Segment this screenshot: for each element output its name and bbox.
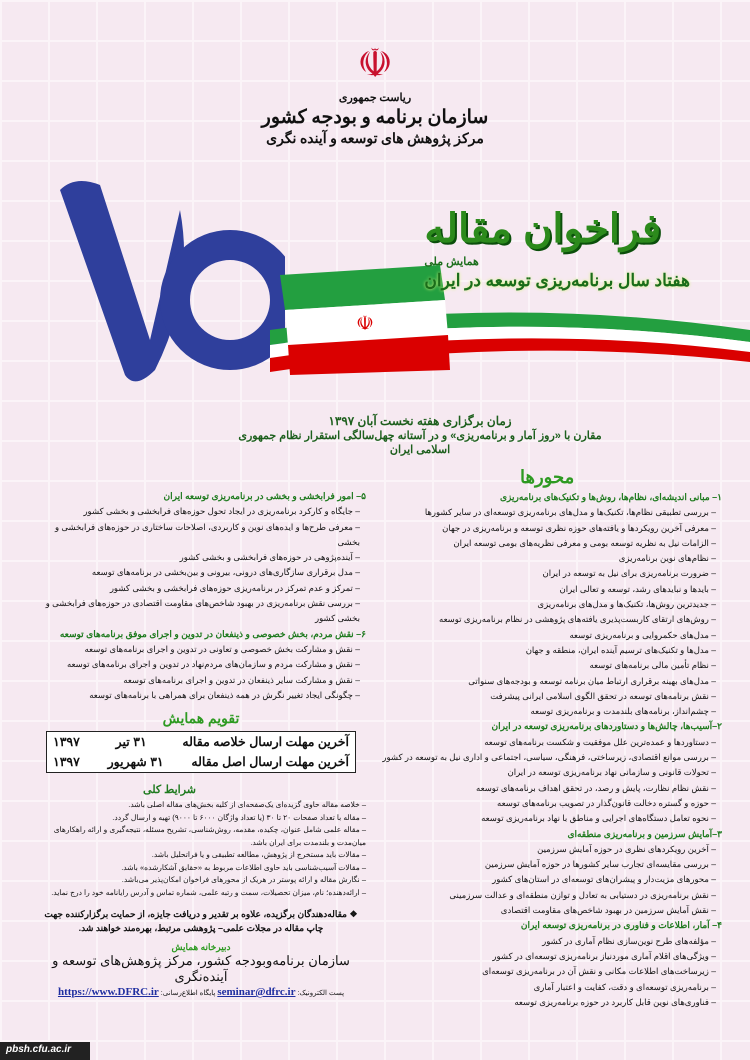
axis-item: – چشم‌انداز، برنامه‌های بلندمدت و برنامه‌ریزی توسعه (372, 704, 722, 719)
axis-item: – مدل‌های حکمروایی و برنامه‌ریزی توسعه (372, 628, 722, 643)
conference-label: همایش ملی (424, 256, 479, 268)
axis-item: – نقش نظام نظارت، پایش و رصد، در تحقق اهداف برنامه‌های توسعه (372, 781, 722, 796)
axis-item: – معرفی طرح‌ها و ایده‌های نوین و کاربردی، اصلاحات ساختاری در حوزه‌های فرابخشی و بخشی (36, 520, 366, 551)
axis-item: – معرفی آخرین رویکردها و یافته‌های حوزه نظری توسعه و برنامه‌ریزی در جهان (372, 521, 722, 536)
axis-item: – محورهای مزیت‌دار و پیشران‌های توسعه‌ای در استان‌های کشور (372, 872, 722, 887)
axis-item: – جدیدترین روش‌ها، تکنیک‌ها و مدل‌های برنامه‌ریزی (372, 597, 722, 612)
condition-item: – مقاله با تعداد صفحات ۲۰ تا ۳۰ (یا تعداد واژگان ۶۰۰۰ تا ۹۰۰۰) تهیه و ارسال گردد. (36, 812, 366, 825)
axis-item: – برنامه‌ریزی توسعه‌ای و دقت، کفایت و اعتبار آماری (372, 980, 722, 995)
axis-item: – نقش و مشارکت سایر ذینفعان در تدوین و اجرای برنامه‌های توسعه (36, 673, 366, 688)
deadline-year: ۱۳۹۷ (53, 755, 80, 770)
axis-item: – مدل برقراری سازگاری‌های درونی، بیرونی و بین‌بخشی در برنامه‌های توسعه (36, 565, 366, 580)
axis-item: – دستاوردها و عمده‌ترین علل موفقیت و شکست برنامه‌های توسعه (372, 735, 722, 750)
secretariat-contacts (36, 985, 366, 1001)
axis-item: – مؤلفه‌های طرح نوین‌سازی نظام آماری در کشور (372, 934, 722, 949)
axis-item: – ضرورت برنامه‌ریزی برای نیل به توسعه در ایران (372, 566, 722, 581)
header (215, 92, 535, 149)
axis-heading: ۲–آسیب‌ها، چالش‌ها و دستاوردهای برنامه‌ریزی توسعه در ایران (491, 721, 722, 732)
axes-right-column (372, 490, 722, 1010)
axis-item: – نقش و مشارکت مردم و سازمان‌های مردم‌نهاد در تدوین و اجرای برنامه‌های توسعه (36, 657, 366, 672)
axis-item: – بررسی تطبیقی نظام‌ها، تکنیک‌ها و مدل‌های برنامه‌ریزی توسعه‌ای در سایر کشورها (372, 505, 722, 520)
axis-item: – نقش برنامه‌ریزی در دستیابی به تعادل و توازن منطقه‌ای و عدالت سرزمینی (372, 888, 722, 903)
event-date: زمان برگزاری هفته نخست آبان ۱۳۹۷ (328, 414, 512, 428)
seventy-logo (55, 150, 285, 400)
left-flow (36, 489, 366, 1001)
axis-item: – نقش برنامه‌های توسعه در تحقق الگوی اسلامی ایرانی پیشرفت (372, 689, 722, 704)
axis-item: – فناوری‌های نوین قابل کاربرد در حوزه برنامه‌ریزی توسعه (372, 995, 722, 1010)
axis-item: – مدل‌ها و تکنیک‌های ترسیم آینده ایران، منطقه و جهان (372, 643, 722, 658)
presidency-label: ریاست جمهوری (338, 92, 412, 104)
condition-item: – مقاله علمی شامل عنوان، چکیده، مقدمه، روش‌شناسی، تشریح مسئله، نتیجه‌گیری و ارائه راهکارهای میان‌مدت و بلندمدت برای ایران باشد. (36, 824, 366, 849)
deadline-year: ۱۳۹۷ (53, 735, 80, 750)
axis-item: – بررسی موانع اقتصادی، زیرساختی، فرهنگی، سیاسی، اجتماعی و اداری نیل به توسعه در کشور (372, 750, 722, 765)
axis-item: – تحولات قانونی و سازمانی نهاد برنامه‌ریزی توسعه در ایران (372, 765, 722, 780)
calendar-row (47, 752, 355, 772)
deadline-date: ۳۱ شهریور (107, 755, 164, 770)
axis-item: – جایگاه و کارکرد برنامه‌ریزی در ایجاد تحول حوزه‌های فرابخشی و بخشی کشور (36, 504, 366, 519)
axis-heading: ۳–آمایش سرزمین و برنامه‌ریزی منطقه‌ای (567, 828, 722, 839)
hero (424, 205, 690, 291)
axis-item: – بررسی مقایسه‌ای تجارب سایر کشورها در حوزه آمایش سرزمین (372, 857, 722, 872)
award-note: ❖ مقاله‌دهندگان برگزیده، علاوه بر تقدیر و دریافت جایزه، از حمایت برگزارکننده جهت چاپ مقاله در مجلات علمی– پژوهشی مرتبط، بهره‌مند خواهند شد. (44, 909, 358, 934)
calendar-row (47, 732, 355, 752)
axis-heading: ۶– نقش مردم، بخش خصوصی و ذینفعان در تدوین و اجرای موفق برنامه‌های توسعه (59, 628, 366, 639)
event-timing (230, 414, 610, 457)
axis-item: – بایدها و نبایدهای رشد، توسعه و تعالی ایران (372, 582, 722, 597)
svg-text:☫: ☫ (356, 313, 374, 335)
conditions-title: شرایط کلی (143, 784, 196, 797)
deadline-label: آخرین مهلت ارسال اصل مقاله (191, 755, 349, 770)
site-label: پایگاه اطلاع‌رسانی: (160, 990, 216, 998)
secretariat-org: سازمان برنامه‌وبودجه کشور، مرکز پژوهش‌های توسعه و آینده‌نگری (52, 953, 350, 985)
axis-item: – آینده‌پژوهی در حوزه‌های فرابخشی و بخشی کشور (36, 550, 366, 565)
condition-item: – خلاصه مقاله حاوی گزیده‌ای یک‌صفحه‌ای از کلیه بخش‌های مقاله اصلی باشد. (36, 799, 366, 812)
axis-item: – نحوه تعامل دستگاه‌های اجرایی و مناطق با نهاد برنامه‌ریزی توسعه (372, 811, 722, 826)
axis-item: – زیرساخت‌های اطلاعات مکانی و نقش آن در برنامه‌ریزی توسعه‌ای (372, 964, 722, 979)
conditions-list (36, 799, 366, 899)
condition-item: – مقالات آسیب‌شناسی باید حاوی اطلاعات مربوط به «حقایق آشکارشده» باشد. (36, 862, 366, 875)
calendar-title: تقویم همایش (162, 710, 240, 727)
call-for-papers-title: فراخوان مقاله (424, 207, 662, 251)
axis-item: – ویژگی‌های اقلام آماری موردنیاز برنامه‌ریزی توسعه‌ای در کشور (372, 949, 722, 964)
condition-item: – ارائه‌دهنده؛ نام، میزان تحصیلات، سمت و رتبه علمی، شماره تماس و آدرس رایانامه خود را درج نماید. (36, 887, 366, 900)
axis-item: – تمرکز و عدم تمرکز در برنامه‌ریزی حوزه‌های فرابخشی و بخشی کشور (36, 581, 366, 596)
deadline-date: ۳۱ تیر (115, 735, 147, 750)
axes-title: محورها (520, 467, 575, 487)
condition-item: – نگارش مقاله و ارائه پوستر در هریک از محورهای فراخوان امکان‌پذیر می‌باشد. (36, 874, 366, 887)
axis-item: – روش‌های ارتقای کاربست‌پذیری یافته‌های پژوهشی در نظام برنامه‌ریزی توسعه (372, 612, 722, 627)
axis-item: – نقش آمایش سرزمین در بهبود شاخص‌های مقاومت اقتصادی (372, 903, 722, 918)
axis-heading: ۴– آمار، اطلاعات و فناوری در برنامه‌ریزی توسعه ایران (520, 920, 722, 931)
axis-item: – الزامات نیل به نظریه توسعه بومی و معرفی نظریه‌های بومی توسعه ایران (372, 536, 722, 551)
axis-item: – نظام تأمین مالی برنامه‌های توسعه (372, 658, 722, 673)
axis-item: – بررسی نقش برنامه‌ریزی در بهبود شاخص‌های مقاومت اقتصادی در حوزه‌های فرابخشی و بخشی کشور (36, 596, 366, 627)
axis-heading: ۵– امور فرابخشی و بخشی در برنامه‌ریزی توسعه ایران (163, 491, 366, 501)
conference-name: هفتاد سال برنامه‌ریزی توسعه در ایران (424, 271, 690, 290)
org-name: سازمان برنامه و بودجه کشور (261, 107, 489, 129)
condition-item: – مقالات باید مستخرج از پژوهش، مطالعه تطبیقی و یا فراتحلیل باشد. (36, 849, 366, 862)
axis-heading: ۱– مبانی اندیشه‌ای، نظام‌ها، روش‌ها و تکنیک‌های برنامه‌ریزی (499, 492, 722, 502)
secretariat-title: دبیرخانه همایش (171, 942, 231, 953)
iran-emblem-icon: ☫ (357, 42, 393, 86)
email-link[interactable]: seminar@dfrc.ir (217, 986, 296, 999)
axis-item: – نظام‌های نوین برنامه‌ریزی (372, 551, 722, 566)
axis-item: – حوزه و گستره دخالت قانون‌گذار در تصویب برنامه‌های توسعه (372, 796, 722, 811)
axis-item: – نقش و مشارکت بخش خصوصی و تعاونی در تدوین و اجرای برنامه‌های توسعه (36, 642, 366, 657)
website-link[interactable]: https://www.DFRC.ir (57, 986, 159, 999)
axis-item: – مدل‌های بهینه برقراری ارتباط میان برنامه توسعه و بودجه‌های سنواتی (372, 674, 722, 689)
axes-left-column (36, 489, 366, 703)
award-note-text: مقاله‌دهندگان برگزیده، علاوه بر تقدیر و دریافت جایزه، از حمایت برگزارکننده جهت چاپ مقاله در مجلات علمی– پژوهشی مرتبط، بهره‌مند خواهند شد. (44, 909, 347, 934)
axis-item: – چگونگی ایجاد تغییر نگرش در همه ذینفعان برای همراهی با برنامه‌های توسعه (36, 688, 366, 703)
deadline-label: آخرین مهلت ارسال خلاصه مقاله (182, 735, 349, 750)
calendar-table (46, 731, 356, 773)
email-label: پست الکترونیک: (297, 990, 345, 998)
event-occasion: مقارن با «روز آمار و برنامه‌ریزی» و در آستانه چهل‌سالگی استقرار نظام جمهوری اسلامی ایران (238, 430, 602, 456)
watermark: pbsh.cfu.ac.ir (0, 1042, 90, 1060)
center-name: مرکز پژوهش های توسعه و آینده نگری (266, 131, 484, 147)
axis-item: – آخرین رویکردهای نظری در حوزه آمایش سرزمین (372, 842, 722, 857)
